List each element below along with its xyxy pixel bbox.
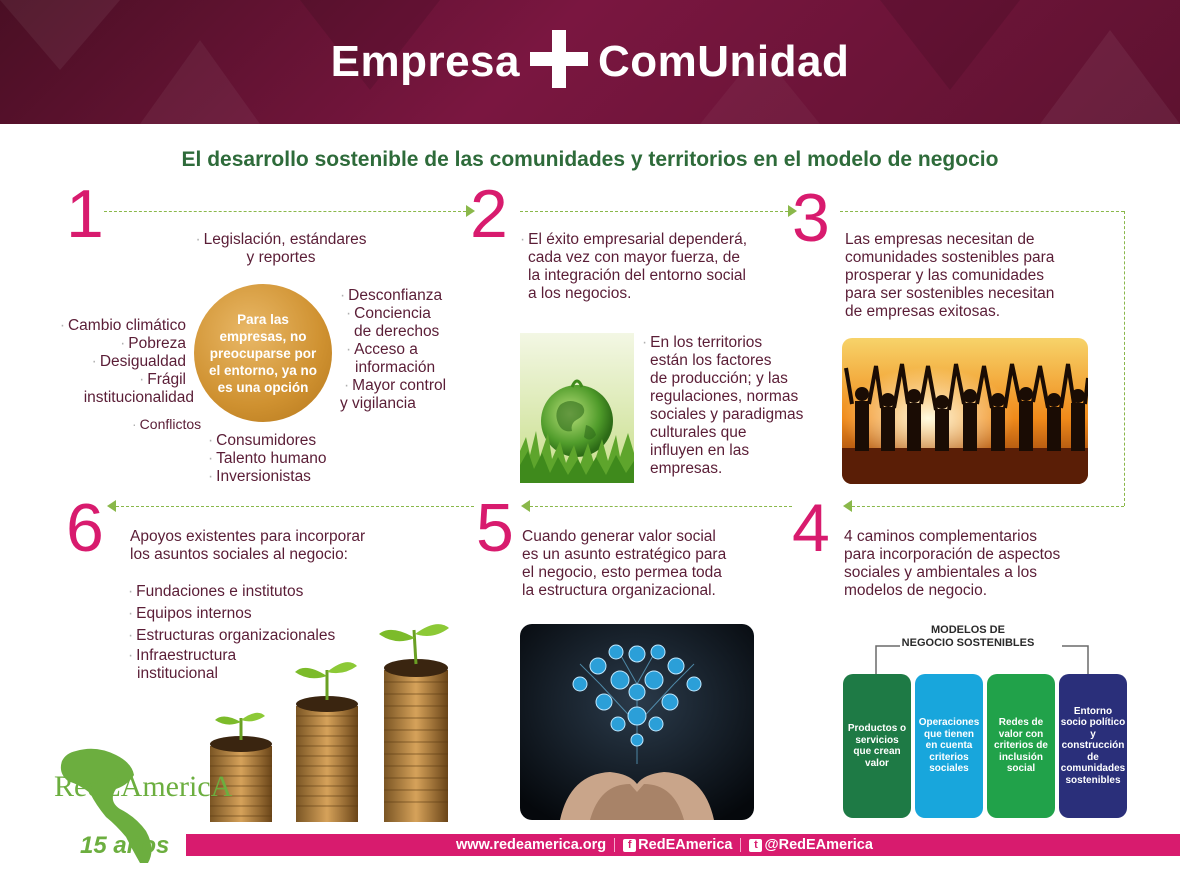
step2-line2: de producción; y las xyxy=(650,370,788,387)
models-title-line: MODELOS DE xyxy=(931,624,1005,636)
step1-top-line: · Legislación, estándares xyxy=(186,231,376,249)
step2-line2: culturales que xyxy=(650,424,747,441)
model-value-networks: Redes de valor con criterios de inclusión social xyxy=(987,674,1055,818)
step5-line: el negocio, esto permea toda xyxy=(522,564,722,581)
footer-separator xyxy=(614,838,615,852)
arrow-left-icon xyxy=(521,500,530,512)
logo-name: RedEAmericA xyxy=(54,770,233,803)
facebook-icon: f xyxy=(623,839,636,852)
step6-item: · Equipos internos xyxy=(128,603,335,625)
main-title xyxy=(0,30,1180,88)
footer-bar xyxy=(186,834,1180,856)
step2-line2: están los factores xyxy=(650,352,772,369)
step1-bottom-item: · Talento humano xyxy=(208,450,326,468)
footer-separator xyxy=(740,838,741,852)
step1-bottom-item: · Consumidores xyxy=(208,432,326,450)
step2-line2: regulaciones, normas xyxy=(650,388,799,405)
step1-top-text xyxy=(186,231,376,267)
step1-right-list xyxy=(340,287,446,413)
step1-right-item: y vigilancia xyxy=(340,395,416,412)
facebook-link[interactable]: RedEAmerica xyxy=(638,837,733,853)
website-link[interactable]: www.redeamerica.org xyxy=(456,837,607,853)
sunset-people-image xyxy=(842,338,1088,484)
step5-line: la estructura organizacional. xyxy=(522,582,716,599)
twitter-icon: t xyxy=(749,839,762,852)
plus-icon xyxy=(530,30,588,88)
step6-text xyxy=(130,528,365,564)
step1-top-line: y reportes xyxy=(246,249,316,266)
connector-5-6 xyxy=(116,506,474,507)
step1-left-item: · Frágil xyxy=(40,371,186,389)
step1-right-item: de derechos xyxy=(354,323,440,340)
connector-1-2 xyxy=(104,211,466,212)
header-banner xyxy=(0,0,1180,124)
step3-text xyxy=(845,231,1054,321)
step4-line: para incorporación de aspectos xyxy=(844,546,1061,563)
step3-line: prosperar y las comunidades xyxy=(845,267,1045,284)
step2-line: a los negocios. xyxy=(528,285,632,302)
step1-center-circle: Para las empresas, no preocuparse por el entorno, ya no es una opción xyxy=(194,284,332,422)
step6-item: institucional xyxy=(137,665,218,682)
step-number-2: 2 xyxy=(470,176,508,252)
step2-line2: · En los territorios xyxy=(642,334,803,352)
step2-text2 xyxy=(642,334,803,478)
arrow-left-icon xyxy=(843,500,852,512)
models-bracket xyxy=(844,636,1104,676)
step6-line: los asuntos sociales al negocio: xyxy=(130,546,348,563)
step4-line: 4 caminos complementarios xyxy=(844,528,1037,545)
step2-line2: sociales y paradigmas xyxy=(650,406,804,423)
connector-4-line xyxy=(852,506,1124,507)
twitter-link[interactable]: @RedEAmerica xyxy=(764,837,873,853)
step-number-3: 3 xyxy=(792,180,830,256)
step1-right-item: · Conciencia xyxy=(340,305,446,323)
logo-anniversary: 15 años xyxy=(80,832,170,859)
step3-line: Las empresas necesitan de xyxy=(845,231,1035,248)
model-environment: Entorno socio político y construcción de comunidades sostenibles xyxy=(1059,674,1127,818)
step1-right-item: · Mayor control xyxy=(340,377,446,395)
connector-3-4 xyxy=(1124,211,1125,506)
title-comunidad: ComUnidad xyxy=(598,37,850,86)
step6-line: Apoyos existentes para incorporar xyxy=(130,528,366,545)
step2-line2: influyen en las xyxy=(650,442,750,459)
page-subtitle: El desarrollo sostenible de las comunidades y territorios en el modelo de negocio xyxy=(181,148,999,171)
arrow-left-icon xyxy=(107,500,116,512)
connector-3-top xyxy=(840,211,1124,212)
step1-left-item-conflictos xyxy=(132,415,201,433)
step6-item: · Estructuras organizacionales xyxy=(128,625,335,647)
step2-text xyxy=(520,231,747,303)
model-products: Productos o servicios que crean valor xyxy=(843,674,911,818)
step1-bottom-list xyxy=(208,432,326,486)
step3-line: comunidades sostenibles para xyxy=(845,249,1055,266)
step4-text xyxy=(844,528,1060,600)
step1-left-list xyxy=(40,317,194,407)
step6-item: · Fundaciones e institutos xyxy=(128,581,335,603)
step5-line: es un asunto estratégico para xyxy=(522,546,727,563)
step5-line: Cuando generar valor social xyxy=(522,528,716,545)
step1-left-item: · Desigualdad xyxy=(40,353,186,371)
step6-item: · Infraestructura xyxy=(128,647,335,665)
step4-line: sociales y ambientales a los xyxy=(844,564,1037,581)
step1-left-item: · Cambio climático xyxy=(40,317,186,335)
step1-right-item: información xyxy=(355,359,436,376)
connector-4-5 xyxy=(530,506,792,507)
step5-text xyxy=(522,528,726,600)
step1-bottom-item: · Inversionistas xyxy=(208,468,326,486)
step4-line: modelos de negocio. xyxy=(844,582,988,599)
model-operations: Operaciones que tienen en cuenta criterios sociales xyxy=(915,674,983,818)
hands-network-image xyxy=(520,624,754,820)
title-empresa: Empresa xyxy=(330,37,520,86)
step1-left-item: institucionalidad xyxy=(83,389,194,406)
step-number-5: 5 xyxy=(476,490,514,566)
earth-grass-image xyxy=(520,333,634,483)
step1-right-item: · Desconfianza xyxy=(340,287,446,305)
coins-plants-image xyxy=(204,620,470,826)
step2-line: la integración del entorno social xyxy=(528,267,746,284)
step-number-4: 4 xyxy=(792,490,830,566)
step-number-1: 1 xyxy=(66,176,104,252)
step1-left-item: · Conflictos xyxy=(132,416,201,432)
step3-line: para ser sostenibles necesitan xyxy=(845,285,1055,302)
step2-line: cada vez con mayor fuerza, de xyxy=(528,249,740,266)
step2-line2: empresas. xyxy=(650,460,723,477)
step1-right-item: · Acceso a xyxy=(340,341,446,359)
step2-line: · El éxito empresarial dependerá, xyxy=(520,231,747,249)
step-number-6: 6 xyxy=(66,490,104,566)
models-title-line: NEGOCIO SOSTENIBLES xyxy=(901,637,1035,649)
step3-line: de empresas exitosas. xyxy=(845,303,1001,320)
connector-2-3 xyxy=(520,211,788,212)
step1-left-item: · Pobreza xyxy=(40,335,186,353)
